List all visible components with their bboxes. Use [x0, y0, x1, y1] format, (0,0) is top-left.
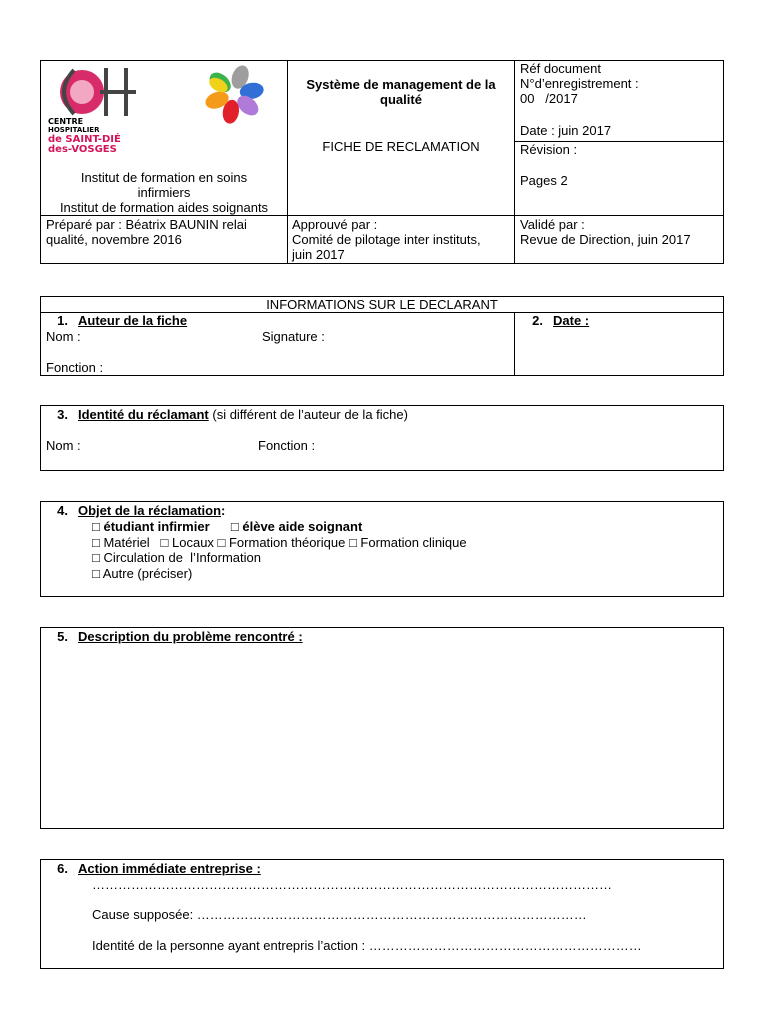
section-6-heading	[46, 861, 261, 876]
header-divider	[514, 60, 515, 264]
validated-line: Validé par :	[520, 217, 585, 232]
declarant-divider	[514, 312, 515, 376]
section-1-heading	[46, 313, 187, 328]
section-5-heading	[46, 629, 303, 644]
prepared-line: Préparé par : Béatrix BAUNIN relai	[46, 217, 247, 232]
institute-line: infirmiers	[137, 185, 191, 200]
section-2-heading	[521, 313, 589, 328]
form-title: FICHE DE RECLAMATION	[322, 139, 480, 154]
section-title: Description du problème rencontré :	[78, 629, 303, 644]
identity-field[interactable]: Identité de la personne ayant entrepris l’action : ………………………………………………………	[92, 938, 642, 953]
approved-line: Approuvé par :	[292, 217, 378, 232]
section-title: Action immédiate entreprise :	[78, 861, 261, 876]
hospital-logo	[44, 62, 274, 162]
reclamant-fonction-field[interactable]: Fonction :	[258, 438, 316, 453]
system-title-line: Système de management de la	[306, 77, 496, 92]
approved-by	[292, 217, 481, 262]
section-number: 6.	[57, 861, 68, 876]
section-3-heading	[46, 407, 408, 422]
approved-line: Comité de pilotage inter instituts,	[292, 232, 481, 247]
section-number: 5.	[57, 629, 68, 644]
student-type-options	[92, 519, 362, 534]
reclamant-nom-field[interactable]: Nom :	[46, 438, 81, 453]
section-number: 4.	[57, 503, 68, 518]
validated-by	[520, 217, 691, 247]
system-title-line: qualité	[380, 92, 422, 107]
document-date: Date : juin 2017	[520, 123, 612, 138]
section-title: Objet de la réclamation	[78, 503, 222, 518]
section-number: 1.	[57, 313, 68, 328]
registration-value: 00 /2017	[520, 91, 578, 106]
declarant-heading: INFORMATIONS SUR LE DECLARANT	[266, 297, 498, 312]
system-title	[288, 77, 514, 107]
svg-text:CENTRE: CENTRE	[48, 117, 84, 126]
approved-line: juin 2017	[292, 247, 345, 262]
date-field[interactable]: Date :	[553, 313, 590, 328]
section-title: Auteur de la fiche	[78, 313, 188, 328]
section-number: 3.	[57, 407, 68, 422]
option-autre-checkbox[interactable]: □ Autre (préciser)	[92, 566, 193, 581]
cause-field[interactable]: Cause supposée: ………………………………………………………………………………	[92, 907, 587, 922]
option-eleve-checkbox[interactable]: □ élève aide soignant	[230, 519, 363, 534]
prepared-by	[46, 217, 247, 247]
header-divider	[40, 215, 724, 216]
registration-label: N°d’enregistrement :	[520, 76, 639, 91]
doc-reference-block	[520, 61, 639, 106]
option-etudiant-checkbox[interactable]: □ étudiant infirmier	[92, 519, 210, 534]
object-options-line[interactable]: □ Matériel □ Locaux □ Formation théorique □ Formation clinique	[92, 535, 467, 550]
description-textarea[interactable]	[46, 648, 716, 824]
section-title: Identité du réclamant	[78, 407, 209, 422]
institute-line: Institut de formation en soins	[80, 170, 248, 185]
section-4-heading	[46, 503, 225, 518]
nom-field[interactable]: Nom :	[46, 329, 81, 344]
prepared-line: qualité, novembre 2016	[46, 232, 182, 247]
svg-text:de SAINT-DIÉ: de SAINT-DIÉ	[48, 134, 121, 145]
section-colon: :	[221, 503, 226, 518]
revision: Révision :	[520, 142, 578, 157]
svg-text:des-VOSGES: des-VOSGES	[48, 144, 117, 155]
action-field[interactable]: …………………………………………………………………………………………………………	[92, 877, 612, 892]
ref-document: Réf document	[520, 61, 601, 76]
pages: Pages 2	[520, 173, 568, 188]
option-circulation-checkbox[interactable]: □ Circulation de l’Information	[92, 550, 261, 565]
section-number: 2.	[532, 313, 543, 328]
fonction-field[interactable]: Fonction :	[46, 360, 104, 375]
section-note: (si différent de l’auteur de la fiche)	[208, 407, 408, 422]
svg-text:HOSPITALIER: HOSPITALIER	[48, 126, 100, 134]
institute-name	[41, 170, 287, 215]
validated-line: Revue de Direction, juin 2017	[520, 232, 691, 247]
signature-field[interactable]: Signature :	[262, 329, 325, 344]
institute-line: Institut de formation aides soignants	[59, 200, 269, 215]
